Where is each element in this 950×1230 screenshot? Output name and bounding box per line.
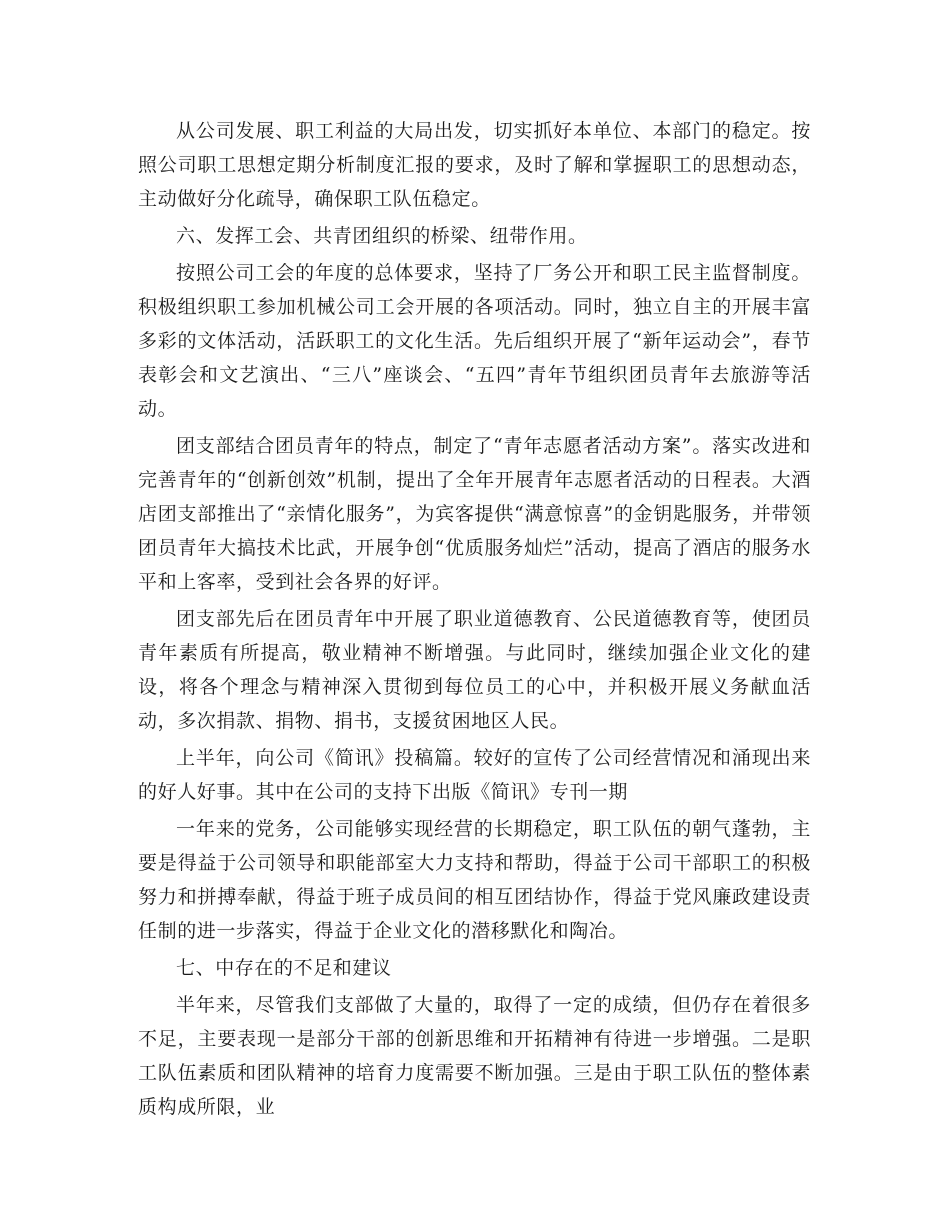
paragraph-youth-volunteers: 团支部结合团员青年的特点，制定了“青年志愿者活动方案”。落实改进和完善青年的“创新创效”机制，提出了全年开展青年志愿者活动的日程表。大酒店团支部推出了“亲情化服务”，为宾客提供“满意惊喜”的金钥匙服务，并带领团员青年大搞技术比武，开展争创“优质服务灿烂”活动，提高了酒店的服务水平和上客率，受到社会各界的好评。 xyxy=(138,435,811,593)
section-heading-seven: 七、中存在的不足和建议 xyxy=(176,957,392,979)
paragraph-union-activities: 按照公司工会的年度的总体要求，坚持了厂务公开和职工民主监督制度。积极组织职工参加机械公司工会开展的各项活动。同时，独立自主的开展丰富多彩的文体活动，活跃职工的文化生活。先后组织开展了“新年运动会”，春节表彰会和文艺演出、“三八”座谈会、“五四”青年节组织团员青年去旅游等活动。 xyxy=(138,262,811,420)
paragraph-shortcomings: 半年来，尽管我们支部做了大量的，取得了一定的成绩，但仍存在着很多不足，主要表现一是部分干部的创新思维和开拓精神有待进一步增强。二是职工队伍素质和团队精神的培育力度需要不断加强。三是由于职工队伍的整体素质构成所限，业 xyxy=(138,994,811,1118)
paragraph-annual-summary: 一年来的党务，公司能够实现经营的长期稳定，职工队伍的朝气蓬勃，主要是得益于公司领导和职能部室大力支持和帮助，得益于公司干部职工的积极努力和拼搏奉献，得益于班子成员间的相互团结协作，得益于党风廉政建设责任制的进一步落实，得益于企业文化的潜移默化和陶冶。 xyxy=(138,818,811,942)
paragraph-moral-education: 团支部先后在团员青年中开展了职业道德教育、公民道德教育等，使团员青年素质有所提高，敬业精神不断增强。与此同时，继续加强企业文化的建设，将各个理念与精神深入贯彻到每位员工的心中，并积极开展义务献血活动，多次捐款、捐物、捐书，支援贫困地区人民。 xyxy=(138,608,811,732)
section-heading-six: 六、发挥工会、共青团组织的桥梁、纽带作用。 xyxy=(176,225,588,247)
paragraph-stability: 从公司发展、职工利益的大局出发，切实抓好本单位、本部门的稳定。按照公司职工思想定期分析制度汇报的要求，及时了解和掌握职工的思想动态，主动做好分化疏导，确保职工队伍稳定。 xyxy=(138,120,811,210)
document-body xyxy=(138,114,811,1127)
paragraph-newsletter: 上半年，向公司《简讯》投稿篇。较好的宣传了公司经营情况和涌现出来的好人好事。其中在公司的支持下出版《简讯》专刊一期 xyxy=(138,747,811,803)
